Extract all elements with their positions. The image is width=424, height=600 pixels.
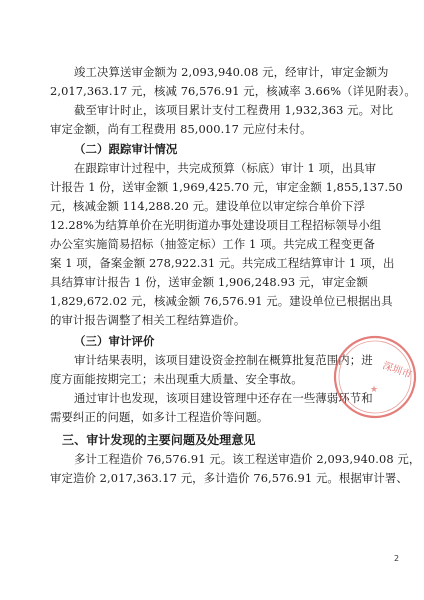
body-line-11: 案 1 项，备案金额 278,922.31 元。共完成工程结算审计 1 项，出 [50,256,395,270]
body-line-7: 计报告 1 份，送审金额 1,969,425.70 元，审定金额 1,855,137.50 [50,180,403,194]
official-seal-stamp [330,332,420,422]
section-heading-evaluation: （三）审计评价 [74,334,155,348]
body-line-10: 办公室实施简易招标（抽签定标）工作 1 项。共完成工程变更备 [50,237,376,251]
body-line-14: 的审计报告调整了相关工程结算造价。 [50,313,246,327]
body-line-2: 2,017,363.17 元，核减 76,576.91 元，核减率 3.66%（详见附表）。 [50,84,416,98]
body-line-18: 通过审计也发现，该项目建设管理中还存在一些薄弱环节和 [74,391,373,405]
body-line-17: 度方面能按期完工；未出现重大质量、安全事故。 [50,372,303,386]
section-heading-tracking: （二）跟踪审计情况 [74,142,178,156]
svg-text:深圳市: 深圳市 [380,360,413,382]
body-line-6: 在跟踪审计过程中，共完成预算（标底）审计 1 项，出具审 [74,161,377,175]
body-line-13: 1,829,672.02 元，核减金额 76,576.91 元。建设单位已根据出具 [50,294,393,308]
body-line-8: 元，核减金额 114,288.20 元。建设单位以审定综合单价下浮 [50,199,365,213]
body-line-21: 多计工程造价 76,576.91 元。该工程送审造价 2,093,940.08 元， [74,452,421,466]
body-line-9: 12.28%为结算单价在光明街道办事处建设项目工程招标领导小组 [50,218,382,232]
body-line-16: 审计结果表明，该项目建设资金控制在概算批复范围内；进 [74,353,373,367]
body-line-3: 截至审计时止，该项目累计支付工程费用 1,932,363 元。对比 [74,103,394,117]
page-number: 2 [394,554,400,563]
section-heading-issues: 三、审计发现的主要问题及处理意见 [62,433,256,447]
body-line-4: 审定金额，尚有工程费用 85,000.17 元应付未付。 [50,122,312,136]
body-line-22: 审定造价 2,017,363.17 元，多计造价 76,576.91 元。根据审计署、 [50,471,408,485]
svg-text:★: ★ [370,385,379,395]
body-line-12: 具结算审计报告 1 份，送审金额 1,906,248.93 元，审定金额 [50,275,368,289]
body-line-19: 需要纠正的问题，如多计工程造价等问题。 [50,410,269,424]
body-line-1: 竣工决算送审金额为 2,093,940.08 元，经审计，审定金额为 [74,65,389,79]
